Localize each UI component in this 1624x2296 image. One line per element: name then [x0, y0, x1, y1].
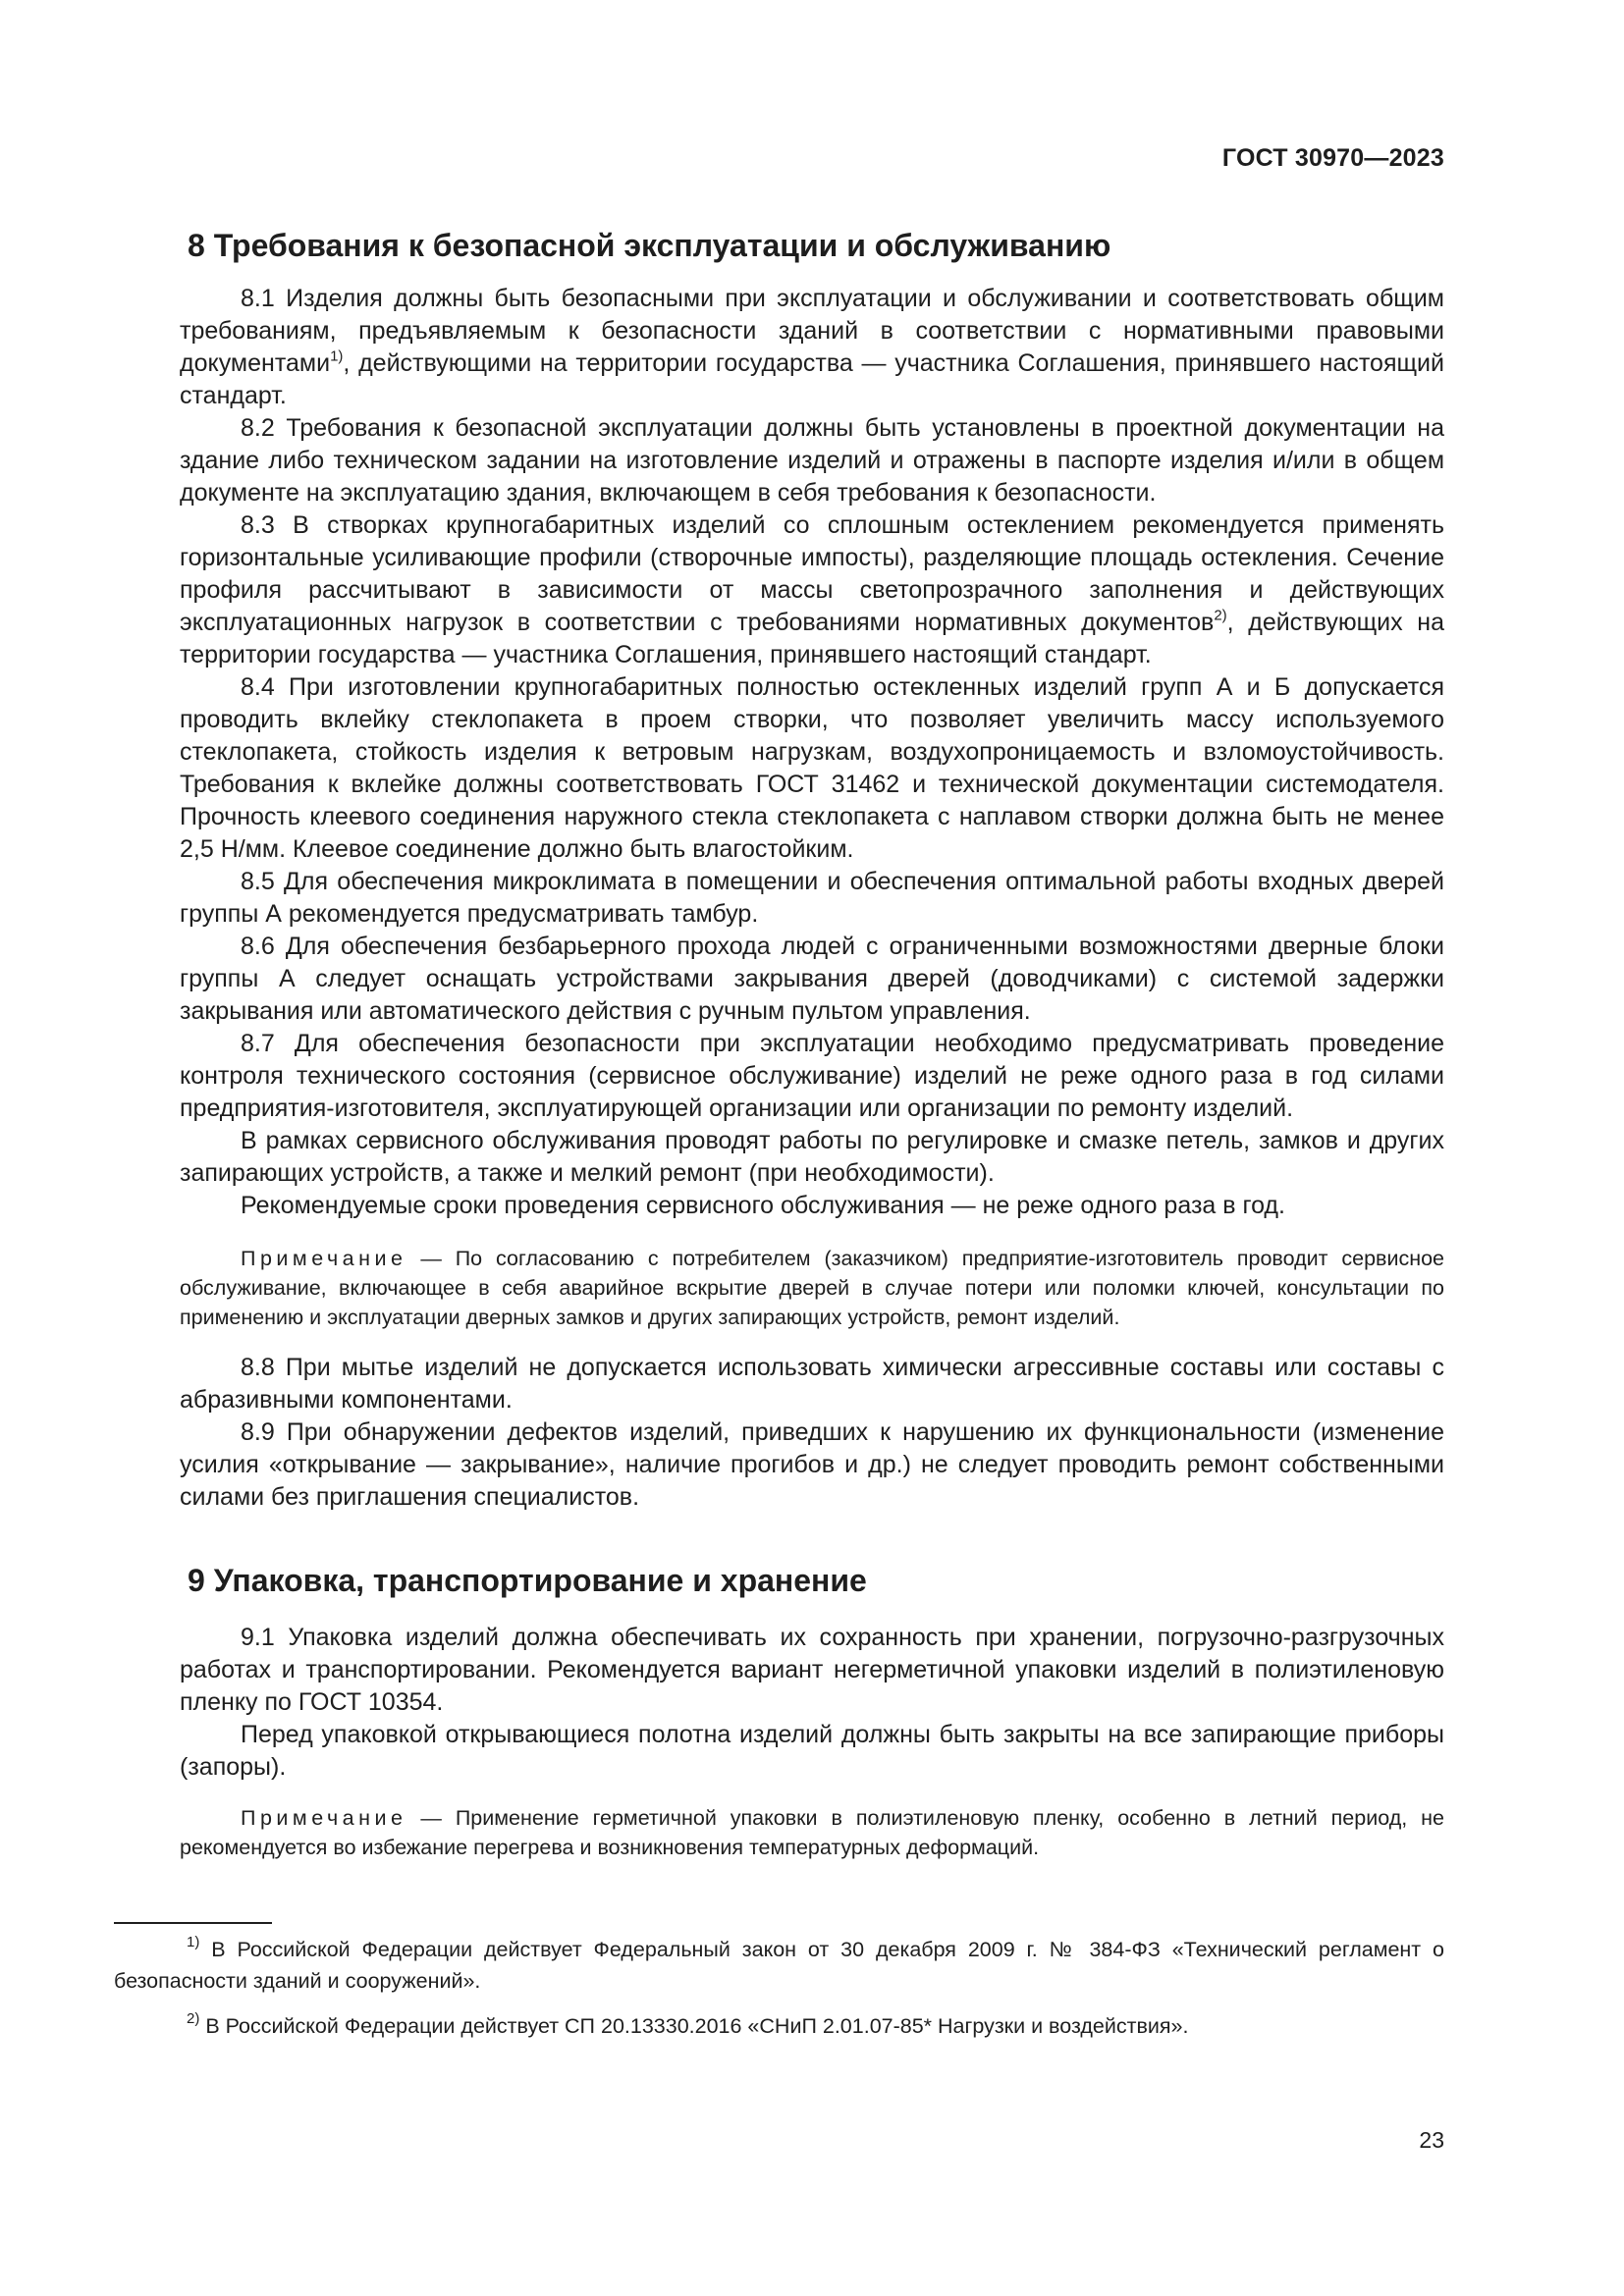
note-label: Примечание — [241, 1247, 407, 1270]
footnote-1: $^{1)}$ В Российской Федерации действует Федеральный закон от 30 декабря 2009 г. № 384-ФЗ «Технический регламент о безопасности зданий и сооружений». — [114, 1933, 1444, 1993]
paragraph-8-5: 8.5 Для обеспечения микроклимата в помещении и обеспечения оптимальной работы входных дверей группы А рекомендуется предусматривать тамбур. — [180, 868, 1444, 928]
footnotes — [114, 1934, 1444, 2042]
footnote-1-text: В Российской Федерации действует Федеральный закон от 30 декабря 2009 г. № 384-ФЗ «Технический регламент о безопасности зданий и сооружений». — [114, 1938, 1444, 1993]
paragraph-8-9: 8.9 При обнаружении дефектов изделий, приведших к нарушению их функциональности (изменение усилия «открывание — закрывание», наличие прогибов и др.) не следует проводить ремонт собственными силами без приглашения специалистов. — [180, 1418, 1444, 1511]
paragraph-8-1-text-b: , действующими на территории государства — участника Соглашения, принявшего настоящий стандарт. — [180, 349, 1444, 409]
section-8-title: 8 Требования к безопасной эксплуатации и обслуживанию — [188, 228, 1111, 263]
paragraph-8-3-text-b: , действующих на территории государства — участника Соглашения, принявшего настоящий стандарт. — [180, 609, 1444, 668]
paragraph-8-8: 8.8 При мытье изделий не допускается использовать химически агрессивные составы или составы с абразивными компонентами. — [180, 1354, 1444, 1414]
paragraph-9-1: 9.1 Упаковка изделий должна обеспечивать их сохранность при хранении, погрузочно-разгрузочных работах и транспортировании. Рекомендуется вариант негерметичной упаковки изделий в полиэтиленовую пленку по ГОСТ 10354. — [180, 1624, 1444, 1716]
paragraph-8-7-terms: Рекомендуемые сроки проведения сервисного обслуживания — не реже одного раза в год. — [241, 1192, 1285, 1219]
note-label: Примечание — [241, 1806, 407, 1830]
paragraph-8-6: 8.6 Для обеспечения безбарьерного прохода людей с ограниченными возможностями дверные блоки группы А следует оснащать устройствами закрывания дверей (доводчиками) с системой задержки закрывания или автоматического действия с ручным пультом управления. — [180, 933, 1444, 1025]
note-8 — [180, 1244, 1444, 1332]
paragraph-8-4: 8.4 При изготовлении крупногабаритных полностью остекленных изделий групп А и Б допускается проводить вклейку стеклопакета в проем створки, что позволяет увеличить массу используемого стеклопакета, стойкость изделия к ветровым нагрузкам, воздухопроницаемость и взломоустойчивость. Требования к вклейке должны соответствовать ГОСТ 31462 и технической документации системодателя. Прочность клеевого соединения наружного стекла стеклопакета с наплавом створки должна быть не менее 2,5 Н/мм. Клеевое соединение должно быть влагостойким. — [180, 673, 1444, 863]
paragraph-8-3-text-a: 8.3 В створках крупногабаритных изделий со сплошным остеклением рекомендуется применять горизонтальные усиливающие профили (створочные импосты), разделяющие площадь остекления. Сечение профиля рассчитывают в зависимости от массы светопрозрачного заполнения и действующих эксплуатационных нагрузок в соответствии с требованиями нормативных документов — [180, 511, 1444, 636]
paragraph-9-1-packing: Перед упаковкой открывающиеся полотна изделий должны быть закрыты на все запирающие приборы (запоры). — [180, 1721, 1444, 1781]
footnote-ref-1: 1) — [330, 347, 344, 365]
footnote-ref-2: 2) — [1214, 607, 1227, 624]
paragraph-8-1 — [180, 283, 1444, 412]
main-content — [180, 224, 1444, 1862]
paragraph-8-2: 8.2 Требования к безопасной эксплуатации должны быть установлены в проектной документации на здание либо техническом задании на изготовление изделий и отражены в паспорте изделия и/или в общем документе на эксплуатацию здания, включающем в себя требования к безопасности. — [180, 414, 1444, 507]
footnote-2-text: В Российской Федерации действует СП 20.13330.2016 «СНиП 2.01.07-85* Нагрузки и воздействия». — [199, 2014, 1189, 2038]
document-code: ГОСТ 30970—2023 — [1221, 144, 1444, 172]
section-9-title: 9 Упаковка, транспортирование и хранение — [188, 1563, 867, 1598]
paragraph-8-1-text-a: 8.1 Изделия должны быть безопасными при эксплуатации и обслуживании и соответствовать общим требованиям, предъявляемым к безопасности зданий в соответствии с нормативными правовыми документами — [180, 285, 1444, 377]
paragraph-8-7-service: В рамках сервисного обслуживания проводят работы по регулировке и смазке петель, замков и других запирающих устройств, а также и мелкий ремонт (при необходимости). — [180, 1127, 1444, 1187]
paragraph-8-3 — [180, 509, 1444, 671]
note-9 — [180, 1803, 1444, 1862]
footnote-2: $^{2)}$ В Российской Федерации действует СП 20.13330.2016 «СНиП 2.01.07-85* Нагрузки и воздействия». — [187, 2009, 1189, 2038]
footnote-separator — [114, 1922, 272, 1924]
note-text: — По согласованию с потребителем (заказчиком) предприятие-изготовитель проводит сервисное обслуживание, включающее в себя аварийное вскрытие дверей в случае потери или поломки ключей, консультации по применению и эксплуатации дверных замков и других запирающих устройств, ремонт изделий. — [180, 1247, 1444, 1329]
page-number: 23 — [1419, 2127, 1444, 2153]
paragraph-8-7: 8.7 Для обеспечения безопасности при эксплуатации необходимо предусматривать проведение контроля технического состояния (сервисное обслуживание) изделий не реже одного раза в год силами предприятия-изготовителя, эксплуатирующей организации или организации по ремонту изделий. — [180, 1030, 1444, 1122]
note-text: — Применение герметичной упаковки в полиэтиленовую пленку, особенно в летний период, не рекомендуется во избежание перегрева и возникновения температурных деформаций. — [180, 1806, 1444, 1859]
